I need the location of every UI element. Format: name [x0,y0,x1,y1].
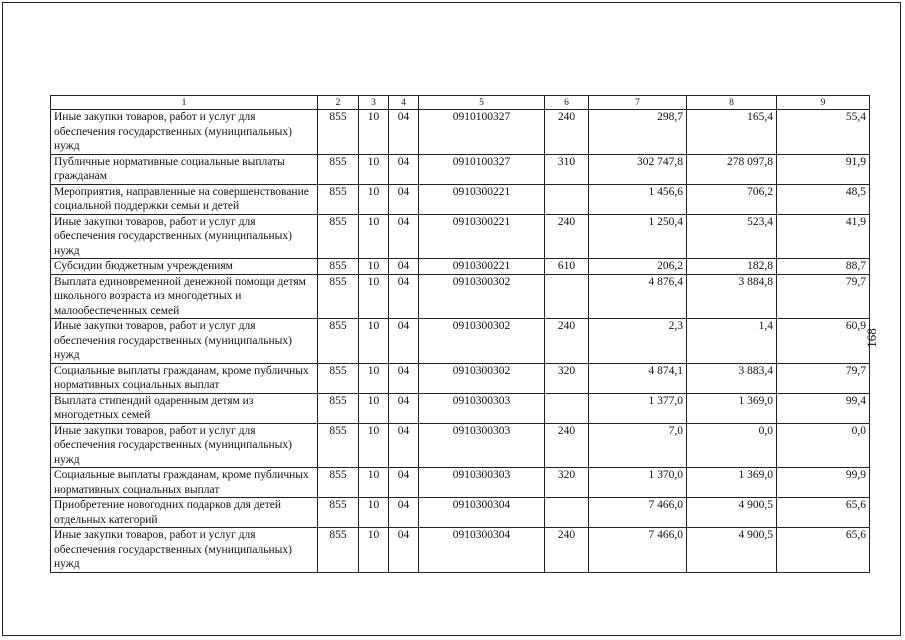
cell-section: 10 [359,319,389,364]
table-row [51,154,870,184]
cell-plan-amount: 1 377,0 [589,393,687,423]
cell-subsection: 04 [389,110,419,155]
cell-plan-amount: 1 250,4 [589,214,687,259]
cell-admin-code: 855 [318,363,359,393]
table-row [51,184,870,214]
cell-actual-amount: 1 369,0 [687,393,777,423]
cell-percent: 91,9 [777,154,870,184]
cell-admin-code: 855 [318,274,359,319]
table-row [51,259,870,275]
table-header-row [51,96,870,110]
cell-actual-amount: 3 883,4 [687,363,777,393]
cell-section: 10 [359,498,389,528]
cell-expense-type: 240 [545,214,589,259]
cell-name: Публичные нормативные социальные выплаты гражданам [51,154,318,184]
cell-percent: 55,4 [777,110,870,155]
cell-name: Иные закупки товаров, работ и услуг для обеспечения государственных (муниципальных) нужд [51,423,318,468]
cell-name: Приобретение новогодних подарков для детей отдельных категорий [51,498,318,528]
cell-target-article: 0910300302 [419,274,545,319]
cell-plan-amount: 1 456,6 [589,184,687,214]
cell-target-article: 0910300304 [419,498,545,528]
cell-subsection: 04 [389,393,419,423]
cell-expense-type: 240 [545,110,589,155]
cell-section: 10 [359,468,389,498]
table-row [51,498,870,528]
cell-plan-amount: 2,3 [589,319,687,364]
cell-name: Социальные выплаты гражданам, кроме публичных нормативных социальных выплат [51,468,318,498]
cell-plan-amount: 1 370,0 [589,468,687,498]
cell-plan-amount: 4 874,1 [589,363,687,393]
col-header-9: 9 [777,96,870,110]
cell-admin-code: 855 [318,468,359,498]
cell-target-article: 0910300221 [419,214,545,259]
col-header-5: 5 [419,96,545,110]
cell-percent: 88,7 [777,259,870,275]
cell-subsection: 04 [389,274,419,319]
cell-expense-type: 240 [545,423,589,468]
cell-target-article: 0910100327 [419,110,545,155]
cell-percent: 41,9 [777,214,870,259]
cell-percent: 79,7 [777,363,870,393]
cell-percent: 0,0 [777,423,870,468]
cell-admin-code: 855 [318,498,359,528]
cell-actual-amount: 706,2 [687,184,777,214]
cell-name: Иные закупки товаров, работ и услуг для обеспечения государственных (муниципальных) нужд [51,214,318,259]
cell-expense-type [545,274,589,319]
cell-name: Мероприятия, направленные на совершенствование социальной поддержки семьи и детей [51,184,318,214]
cell-expense-type: 320 [545,468,589,498]
cell-admin-code: 855 [318,154,359,184]
cell-subsection: 04 [389,154,419,184]
cell-percent: 99,4 [777,393,870,423]
cell-actual-amount: 4 900,5 [687,528,777,573]
cell-section: 10 [359,184,389,214]
cell-name: Субсидии бюджетным учреждениям [51,259,318,275]
cell-target-article: 0910300303 [419,393,545,423]
cell-admin-code: 855 [318,110,359,155]
cell-section: 10 [359,214,389,259]
table-row [51,363,870,393]
cell-actual-amount: 3 884,8 [687,274,777,319]
cell-expense-type: 240 [545,319,589,364]
cell-expense-type [545,498,589,528]
col-header-4: 4 [389,96,419,110]
cell-subsection: 04 [389,184,419,214]
cell-percent: 79,7 [777,274,870,319]
cell-name: Социальные выплаты гражданам, кроме публичных нормативных социальных выплат [51,363,318,393]
cell-plan-amount: 7 466,0 [589,498,687,528]
cell-expense-type: 610 [545,259,589,275]
cell-plan-amount: 206,2 [589,259,687,275]
cell-section: 10 [359,363,389,393]
cell-section: 10 [359,259,389,275]
cell-subsection: 04 [389,363,419,393]
cell-actual-amount: 1 369,0 [687,468,777,498]
cell-actual-amount: 1,4 [687,319,777,364]
cell-percent: 65,6 [777,498,870,528]
table-row [51,393,870,423]
cell-plan-amount: 7 466,0 [589,528,687,573]
cell-name: Выплата единовременной денежной помощи детям школьного возраста из многодетных и малообеспеченных семей [51,274,318,319]
table-row [51,274,870,319]
cell-section: 10 [359,274,389,319]
table-row [51,528,870,573]
cell-subsection: 04 [389,468,419,498]
cell-subsection: 04 [389,528,419,573]
table-row [51,214,870,259]
cell-section: 10 [359,110,389,155]
cell-actual-amount: 182,8 [687,259,777,275]
cell-subsection: 04 [389,259,419,275]
page-number: 168 [863,328,879,348]
cell-admin-code: 855 [318,528,359,573]
cell-percent: 99,9 [777,468,870,498]
col-header-8: 8 [687,96,777,110]
table-row [51,423,870,468]
cell-actual-amount: 278 097,8 [687,154,777,184]
cell-actual-amount: 0,0 [687,423,777,468]
cell-expense-type: 310 [545,154,589,184]
cell-section: 10 [359,528,389,573]
cell-admin-code: 855 [318,319,359,364]
col-header-1: 1 [51,96,318,110]
cell-plan-amount: 4 876,4 [589,274,687,319]
table-row [51,110,870,155]
cell-admin-code: 855 [318,423,359,468]
cell-target-article: 0910300303 [419,468,545,498]
cell-subsection: 04 [389,498,419,528]
cell-name: Иные закупки товаров, работ и услуг для обеспечения государственных (муниципальных) нужд [51,528,318,573]
budget-table [50,95,870,573]
cell-admin-code: 855 [318,184,359,214]
col-header-7: 7 [589,96,687,110]
cell-actual-amount: 165,4 [687,110,777,155]
cell-plan-amount: 302 747,8 [589,154,687,184]
cell-percent: 48,5 [777,184,870,214]
cell-subsection: 04 [389,214,419,259]
col-header-2: 2 [318,96,359,110]
cell-section: 10 [359,423,389,468]
cell-admin-code: 855 [318,214,359,259]
cell-target-article: 0910100327 [419,154,545,184]
cell-subsection: 04 [389,423,419,468]
cell-admin-code: 855 [318,259,359,275]
cell-expense-type [545,184,589,214]
cell-target-article: 0910300221 [419,259,545,275]
cell-target-article: 0910300221 [419,184,545,214]
cell-name: Выплата стипендий одаренным детям из многодетных семей [51,393,318,423]
cell-plan-amount: 298,7 [589,110,687,155]
cell-actual-amount: 4 900,5 [687,498,777,528]
cell-actual-amount: 523,4 [687,214,777,259]
cell-section: 10 [359,393,389,423]
cell-target-article: 0910300303 [419,423,545,468]
cell-percent: 60,9 [777,319,870,364]
cell-expense-type: 240 [545,528,589,573]
cell-target-article: 0910300302 [419,363,545,393]
col-header-3: 3 [359,96,389,110]
cell-admin-code: 855 [318,393,359,423]
cell-percent: 65,6 [777,528,870,573]
cell-plan-amount: 7,0 [589,423,687,468]
cell-name: Иные закупки товаров, работ и услуг для обеспечения государственных (муниципальных) нужд [51,319,318,364]
cell-expense-type: 320 [545,363,589,393]
table-row [51,319,870,364]
cell-section: 10 [359,154,389,184]
cell-expense-type [545,393,589,423]
cell-target-article: 0910300302 [419,319,545,364]
table-row [51,468,870,498]
cell-name: Иные закупки товаров, работ и услуг для обеспечения государственных (муниципальных) нужд [51,110,318,155]
col-header-6: 6 [545,96,589,110]
cell-target-article: 0910300304 [419,528,545,573]
cell-subsection: 04 [389,319,419,364]
